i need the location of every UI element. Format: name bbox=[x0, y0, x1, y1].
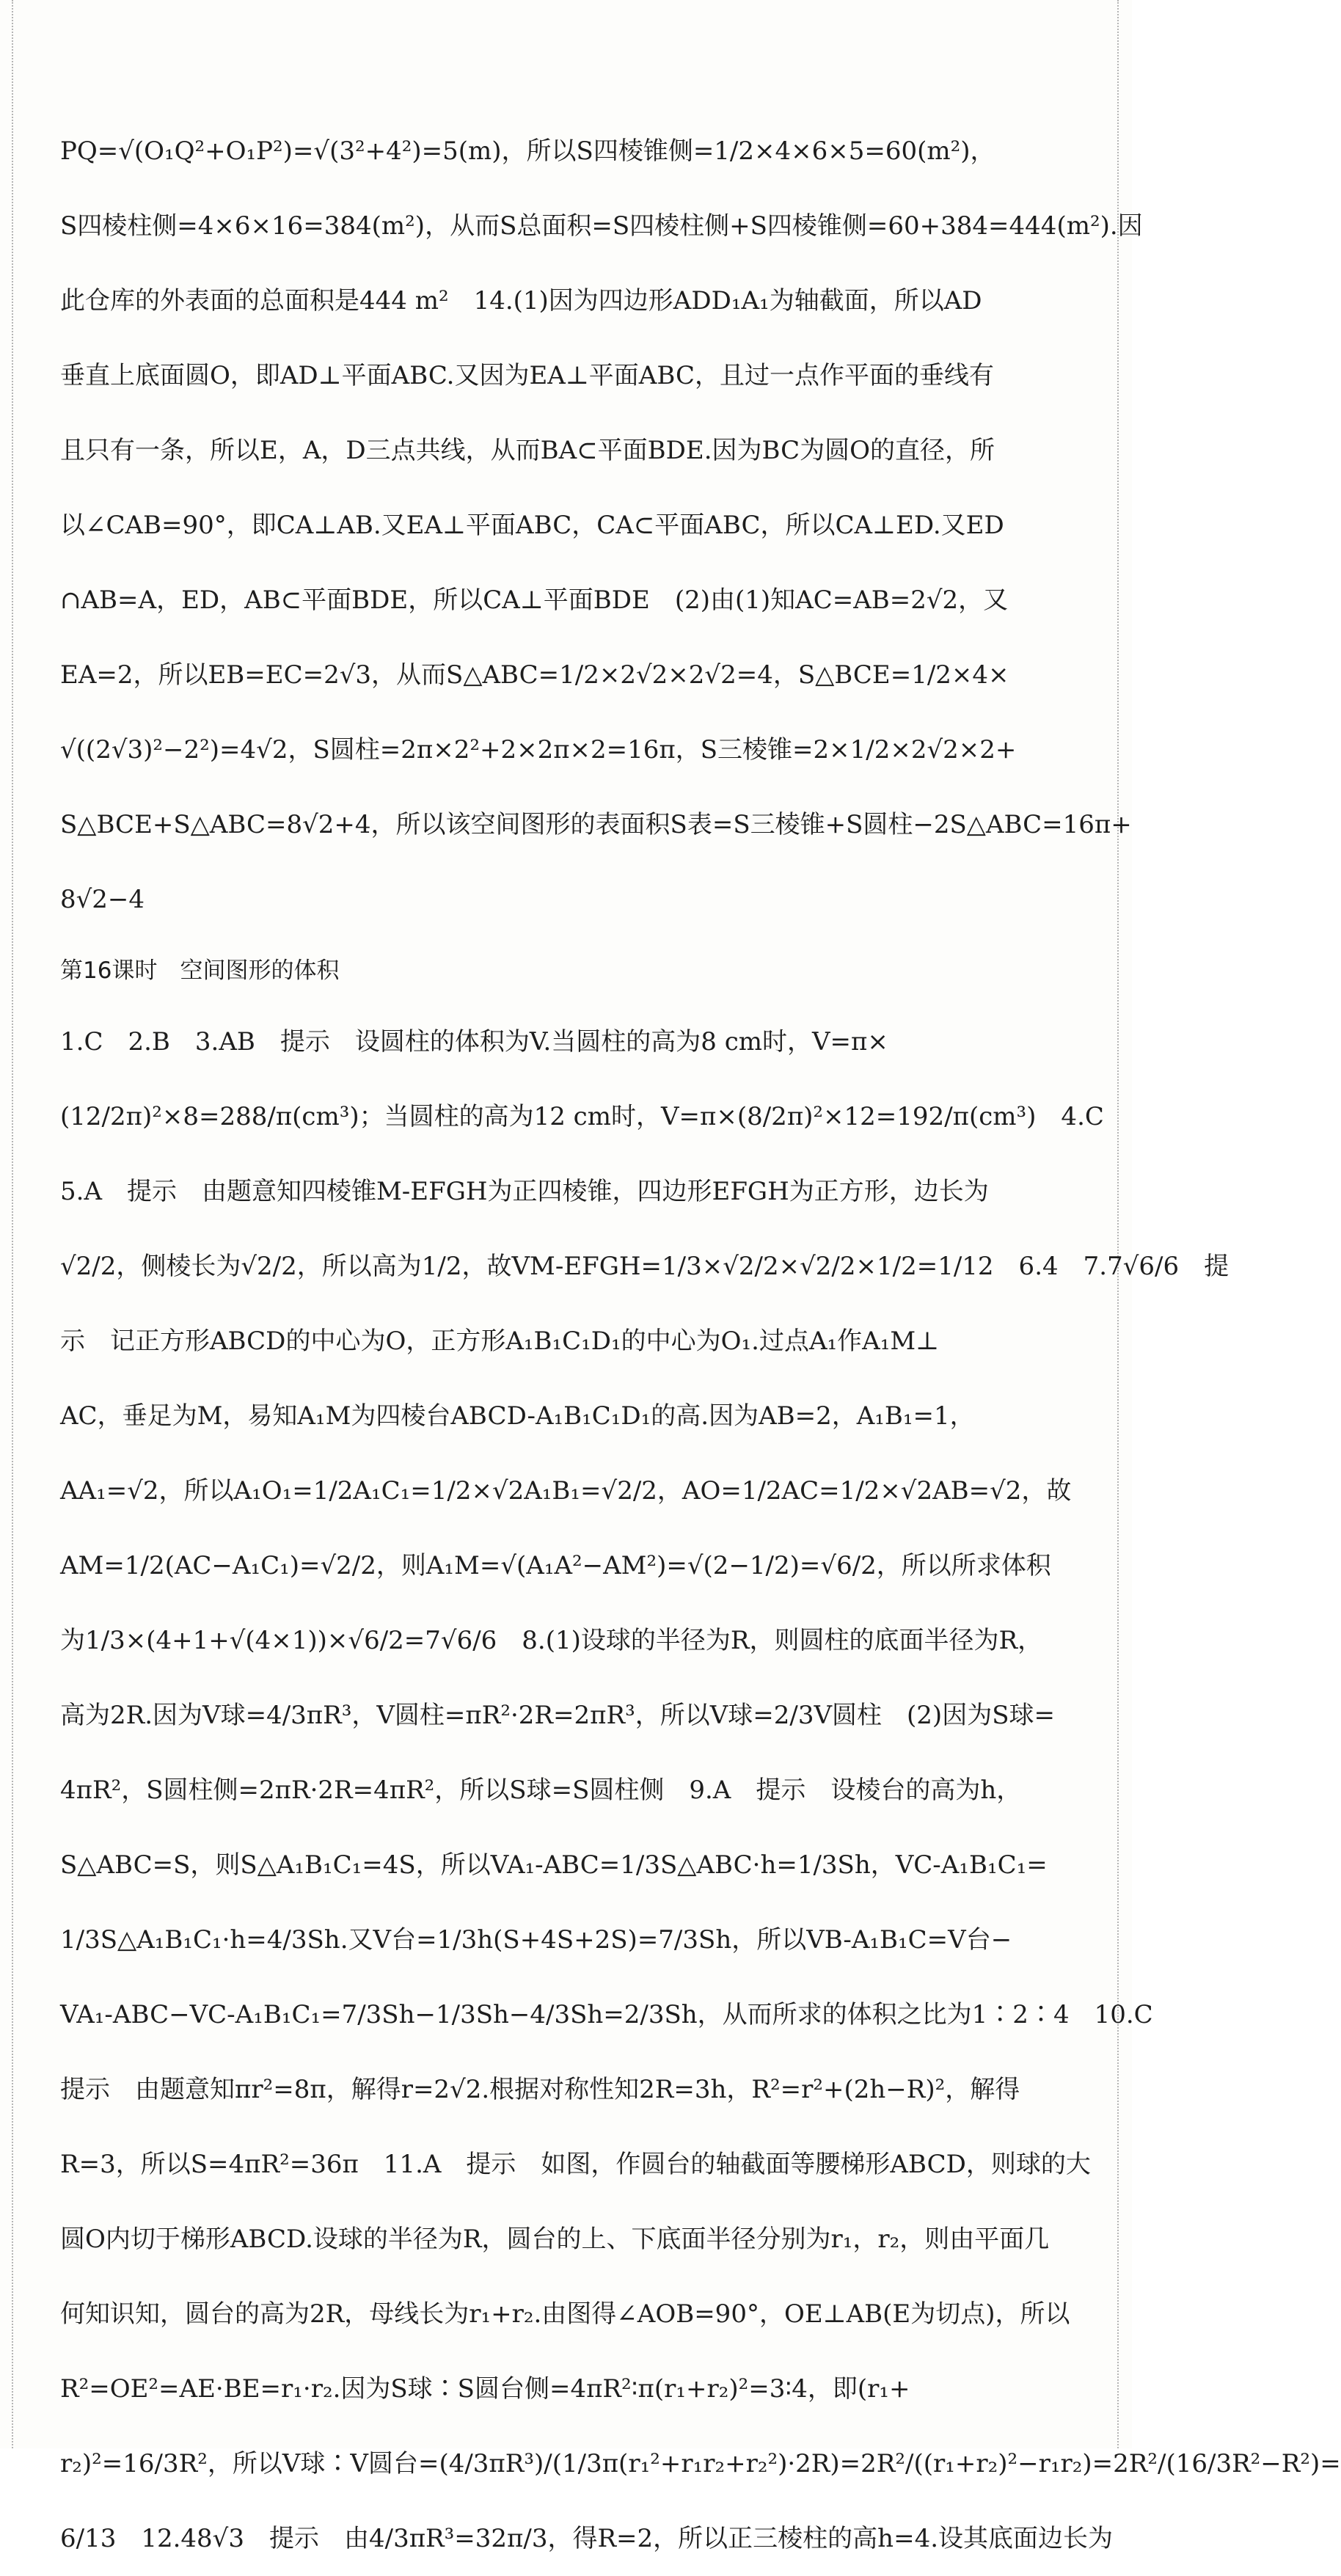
answer-text bbox=[60, 114, 1341, 2576]
text-line: 8√2−4 bbox=[60, 885, 145, 914]
text-line: (12/2π)²×8=288/π(cm³)；当圆柱的高为12 cm时，V=π×(8/2π)²×12=192/π(cm³) 4.C bbox=[60, 1102, 1104, 1131]
text-line: 6/13 12.48√3 提示 由4/3πR³=32π/3，得R=2，所以正三棱柱的高h=4.设其底面边长为 bbox=[60, 2524, 1114, 2553]
text-line: 1/3S△A₁B₁C₁·h=4/3Sh.又V台=1/3h(S+4S+2S)=7/3Sh，所以VB-A₁B₁C=V台− bbox=[60, 1925, 1012, 1955]
text-line: EA=2，所以EB=EC=2√3，从而S△ABC=1/2×2√2×2√2=4，S△BCE=1/2×4× bbox=[60, 660, 1009, 690]
text-line: AA₁=√2，所以A₁O₁=1/2A₁C₁=1/2×√2A₁B₁=√2/2，AO=1/2AC=1/2×√2AB=√2，故 bbox=[60, 1476, 1072, 1506]
text-line: 5.A 提示 由题意知四棱锥M-EFGH为正四棱锥，四边形EFGH为正方形，边长为 bbox=[60, 1177, 989, 1206]
text-line: √((2√3)²−2²)=4√2，S圆柱=2π×2²+2×2π×2=16π，S三棱锥=2×1/2×2√2×2+ bbox=[60, 735, 1017, 765]
text-line: 此仓库的外表面的总面积是444 m² 14.(1)因为四边形ADD₁A₁为轴截面，所以AD bbox=[60, 286, 982, 315]
text-line: 为1/3×(4+1+√(4×1))×√6/2=7√6/6 8.(1)设球的半径为R，则圆柱的底面半径为R， bbox=[60, 1626, 1043, 1655]
text-line: 高为2R.因为V球=4/3πR³，V圆柱=πR²·2R=2πR³，所以V球=2/3V圆柱 (2)因为S球= bbox=[60, 1701, 1055, 1730]
text-line: S△ABC=S，则S△A₁B₁C₁=4S，所以VA₁-ABC=1/3S△ABC·h=1/3Sh，VC-A₁B₁C₁= bbox=[60, 1850, 1048, 1880]
text-line: 何知识知，圆台的高为2R，母线长为r₁+r₂.由图得∠AOB=90°，OE⊥AB(E为切点)，所以 bbox=[60, 2299, 1070, 2329]
text-line: S四棱柱侧=4×6×16=384(m²)，从而S总面积=S四棱柱侧+S四棱锥侧=60+384=444(m²).因 bbox=[60, 211, 1143, 241]
text-line: 1.C 2.B 3.AB 提示 设圆柱的体积为V.当圆柱的高为8 cm时，V=π× bbox=[60, 1027, 888, 1057]
text-line: 提示 由题意知πr²=8π，解得r=2√2.根据对称性知2R=3h，R²=r²+(2h−R)²，解得 bbox=[60, 2075, 1020, 2104]
text-line: √2/2，侧棱长为√2/2，所以高为1/2，故VM-EFGH=1/3×√2/2×√2/2×1/2=1/12 6.4 7.7√6/6 提 bbox=[60, 1252, 1229, 1281]
text-line: 且只有一条，所以E，A，D三点共线，从而BA⊂平面BDE.因为BC为圆O的直径，所 bbox=[60, 436, 995, 465]
text-line: 示 记正方形ABCD的中心为O，正方形A₁B₁C₁D₁的中心为O₁.过点A₁作A₁M⊥ bbox=[60, 1327, 940, 1356]
margin-rule-right bbox=[1117, 0, 1119, 2448]
text-line: S△BCE+S△ABC=8√2+4，所以该空间图形的表面积S表=S三棱锥+S圆柱−2S△ABC=16π+ bbox=[60, 810, 1132, 839]
section-heading: 第16课时 空间图形的体积 bbox=[60, 957, 340, 984]
text-line: VA₁-ABC−VC-A₁B₁C₁=7/3Sh−1/3Sh−4/3Sh=2/3Sh，从而所求的体积之比为1∶2∶4 10.C bbox=[60, 2000, 1153, 2029]
text-line: 圆O内切于梯形ABCD.设球的半径为R，圆台的上、下底面半径分别为r₁，r₂，则由平面几 bbox=[60, 2225, 1050, 2254]
text-line: 垂直上底面圆O，即AD⊥平面ABC.又因为EA⊥平面ABC，且过一点作平面的垂线有 bbox=[60, 361, 994, 390]
text-line: 以∠CAB=90°，即CA⊥AB.又EA⊥平面ABC，CA⊂平面ABC，所以CA⊥ED.又ED bbox=[60, 511, 1004, 540]
text-line: R²=OE²=AE·BE=r₁·r₂.因为S球∶S圆台侧=4πR²∶π(r₁+r₂)²=3∶4，即(r₁+ bbox=[60, 2374, 910, 2404]
solution-block-16 bbox=[60, 1004, 1341, 2576]
text-line: 4πR²，S圆柱侧=2πR·2R=4πR²，所以S球=S圆柱侧 9.A 提示 设棱台的高为h， bbox=[60, 1776, 1022, 1805]
text-line: r₂)²=16/3R²，所以V球∶V圆台=(4/3πR³)/(1/3π(r₁²+r₁r₂+r₂²)·2R)=2R²/((r₁+r₂)²−r₁r₂)=2R²/(16/3R²−R²)= bbox=[60, 2449, 1341, 2478]
text-line: ∩AB=A，ED，AB⊂平面BDE，所以CA⊥平面BDE (2)由(1)知AC=AB=2√2，又 bbox=[60, 585, 1009, 615]
text-line: R=3，所以S=4πR²=36π 11.A 提示 如图，作圆台的轴截面等腰梯形ABCD，则球的大 bbox=[60, 2150, 1091, 2179]
text-line: PQ=√(O₁Q²+O₁P²)=√(3²+4²)=5(m)，所以S四棱锥侧=1/2×4×6×5=60(m²)， bbox=[60, 136, 995, 166]
solution-block-14 bbox=[60, 114, 1143, 937]
text-line: AM=1/2(AC−A₁C₁)=√2/2，则A₁M=√(A₁A²−AM²)=√(2−1/2)=√6/2，所以所求体积 bbox=[60, 1551, 1051, 1580]
text-line: AC，垂足为M，易知A₁M为四棱台ABCD-A₁B₁C₁D₁的高.因为AB=2，A₁B₁=1， bbox=[60, 1401, 975, 1431]
margin-rule-left bbox=[12, 0, 13, 2448]
